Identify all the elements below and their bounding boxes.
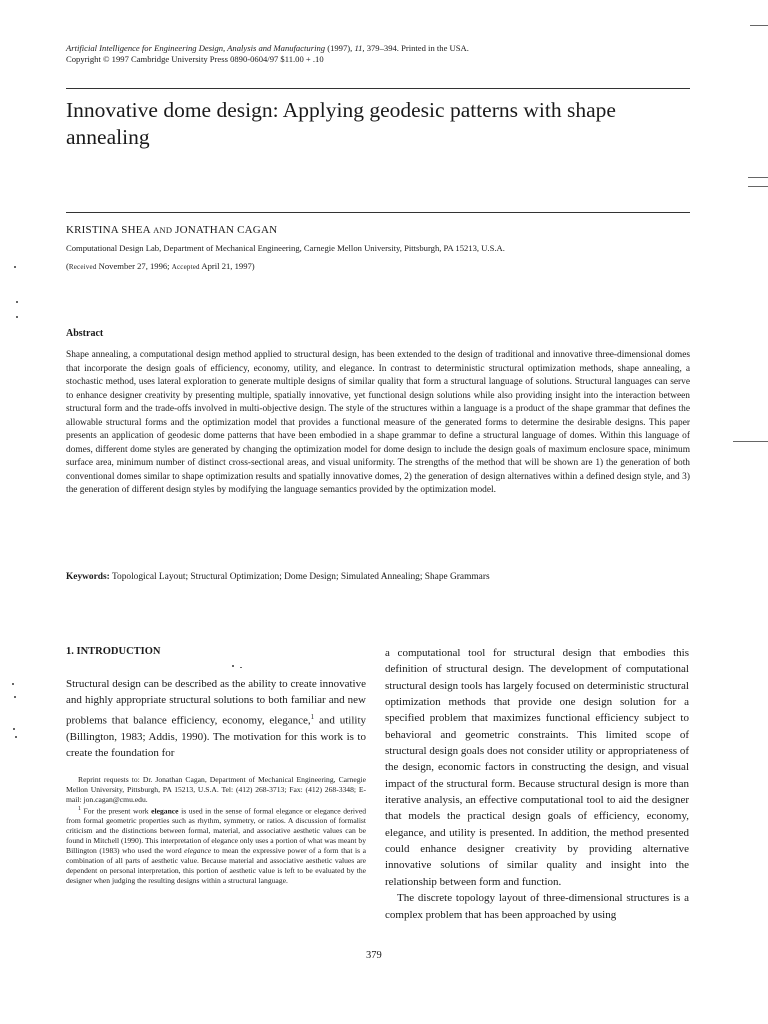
journal-name: Artificial Intelligence for Engineering Design, Analysis and Manufacturing	[66, 43, 326, 53]
received-label: Received	[68, 263, 97, 271]
abstract-heading: Abstract	[66, 328, 104, 339]
footnote-1-text-b: is used in the sense of formal elegance or elegance derived from formal geometric properties such as rhythm, symmetry, or ratios. A discussion of formalist criticism and the distinctions between formal, material, and associative aesthetic values can be found in Mitchell (1990). This interpretation of elegance only uses a portion of what was meant by Billington (1983) who used the word	[66, 806, 366, 855]
footnote-1-bold-term: elegance	[151, 806, 179, 816]
paper-title: Innovative dome design: Applying geodesic patterns with shape annealing	[66, 98, 616, 149]
scan-artifact-mark	[16, 316, 18, 318]
footnote-1-text-a: For the present work	[81, 806, 152, 816]
scan-artifact-mark	[12, 683, 14, 685]
footnote-1	[66, 805, 366, 886]
section-heading-introduction: 1. INTRODUCTION	[66, 646, 161, 657]
left-column	[66, 645, 366, 761]
scan-artifact-mark	[14, 696, 16, 698]
footnote-marker-1: 1	[310, 712, 315, 721]
scan-artifact-mark	[748, 186, 768, 187]
footnote-1-text-c: to mean the expressive power of a form that is a combination of all parts of aesthetic value. Because material and associative aesthetic values are dependent on personal interpretation, this portion of aesthetic value is left to be evaluated by the designer when judging the resulting designs within a structural language.	[66, 845, 366, 885]
scan-artifact-mark	[240, 667, 242, 668]
reprint-note: Reprint requests to: Dr. Jonathan Cagan, Department of Mechanical Engineering, Carnegie Mellon University, Pittsburgh, PA 15213, U.S.A. Tel: (412) 268-3713; Fax: (412) 268-3348; E-mail: jon.cagan@cmu.edu.	[66, 775, 366, 804]
accepted-date: April 21, 1997)	[199, 261, 255, 271]
received-date: November 27, 1996;	[96, 261, 172, 271]
introduction-paragraph-3: The discrete topology layout of three-dimensional structures is a complex problem that has been approached by using	[385, 892, 689, 921]
journal-pages: 379–394. Printed in the USA.	[366, 43, 469, 53]
journal-year: (1997),	[327, 43, 353, 53]
title-divider	[66, 212, 690, 213]
scan-artifact-mark	[733, 441, 768, 442]
accepted-label: Accepted	[171, 263, 200, 271]
scan-artifact-mark	[15, 736, 17, 738]
scan-artifact-mark	[748, 177, 768, 178]
author-1: KRISTINA SHEA	[66, 224, 151, 236]
header-divider	[66, 88, 690, 89]
journal-header	[66, 43, 686, 65]
right-column	[385, 645, 689, 923]
affiliation: Computational Design Lab, Department of Mechanical Engineering, Carnegie Mellon University, Pittsburgh, PA 15213, U.S.A.	[66, 243, 505, 253]
keywords	[66, 571, 690, 583]
introduction-paragraph-1	[66, 676, 366, 761]
copyright-line: Copyright © 1997 Cambridge University Press 0890-0604/97 $11.00 + .10	[66, 54, 324, 64]
author-conjunction: AND	[153, 225, 173, 235]
scan-artifact-mark	[13, 728, 15, 730]
scan-artifact-mark	[14, 266, 16, 268]
keywords-label: Keywords:	[66, 572, 110, 582]
page-number: 379	[366, 950, 382, 961]
scan-artifact-mark	[232, 665, 234, 667]
author-line	[66, 224, 277, 236]
journal-volume: 11,	[354, 43, 365, 53]
received-accepted-dates	[66, 261, 255, 273]
footnote-1-italic-term: elegance	[184, 845, 212, 855]
scan-artifact-mark	[16, 301, 18, 303]
footnote-1-mark: 1	[78, 805, 81, 812]
abstract-text: Shape annealing, a computational design method applied to structural design, has been extended to the design of traditional and innovative three-dimensional domes that incorporate the design goals of efficiency, economy, utility, and elegance. In contrast to deterministic structural optimization methods, shape annealing, a stochastic method, uses lateral exploration to generate multiple designs of similar quality that form a structural language of solutions. Structural languages can serve to enhance designer creativity by presenting multiple, spatially innovative, yet functional design solutions while also providing insight into the interaction between structural form and the trade-offs involved in multi-objective design. The style of the structures within a language is a product of the shape grammar that defines the allowable structural forms and the optimization model that provides a functional measure of the generated forms to determine the desirable designs. This paper presents an application of geodesic dome patterns that have been embodied in a shape grammar to define a structural language of domes. Within this language of domes, different dome styles are generated by changing the optimization model for dome design to include the design goals of maximum enclosure space, minimum surface area, minimum number of distinct cross-sectional areas, and visual uniformity. The strengths of the method that will be shown are 1) the generation of both conventional domes similar to shape optimization results and spatially innovative domes, 2) the generation of design alternatives within a defined design style, and 3) the generation of different design styles by modifying the language semantics provided by the optimization model.	[66, 350, 690, 496]
intro-text-b: and utility (Billington, 1983; Addis, 1990). The motivation for this work is to create the foundation for	[66, 714, 366, 760]
author-2: JONATHAN CAGAN	[175, 224, 278, 236]
introduction-paragraph-2: a computational tool for structural design that embodies this definition of structural design. The development of computational structural design tools has largely focused on deterministic structural optimization methods that provide one design solution for a specified problem that maximizes functional efficiency subject to behavioral and geometric constraints. This limited scope of structural design goals does not consider utility or appropriateness of the design, economic factors in constructing the design, and visual impact of the structural form. Because structural design is more than iterative analysis, an effective computational tool to aid the designer that models the practical design goals of efficiency, economy, elegance, and utility is presented. In addition, the method presented could enhance designer creativity by providing alternative innovative solutions of similar quality and insight into the relationship between form and function.	[385, 647, 689, 888]
footnotes	[66, 775, 366, 886]
scan-artifact-mark	[750, 25, 768, 26]
dates-open-paren: (	[66, 261, 69, 271]
journal-citation-line	[66, 43, 686, 54]
keywords-list: Topological Layout; Structural Optimization; Dome Design; Simulated Annealing; Shape Grammars	[111, 572, 490, 582]
intro-text-a: Structural design can be described as the ability to create innovative and highly appropriate structural solutions to both familiar and new problems that balance efficiency, economy, elegance,	[66, 678, 366, 727]
